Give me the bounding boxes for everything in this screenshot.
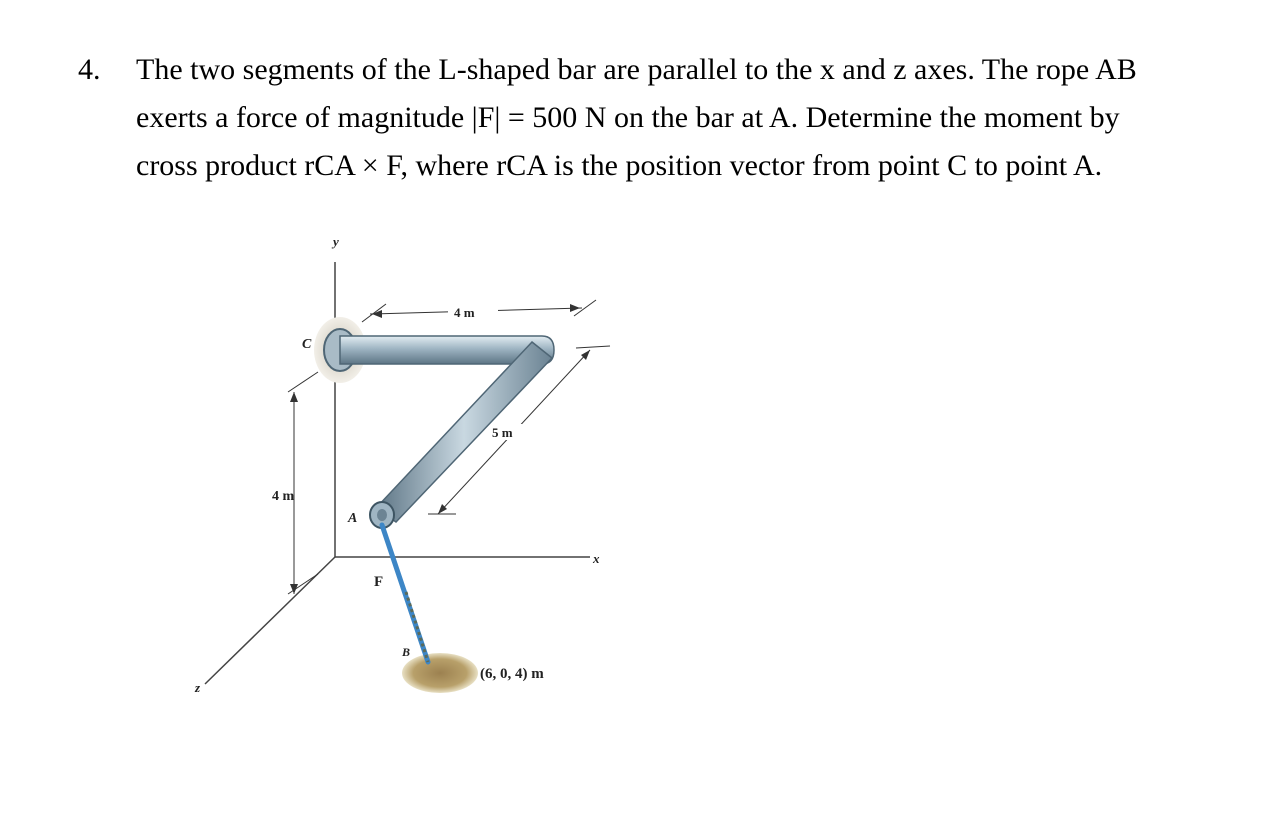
point-b-label: B [402, 645, 411, 659]
top-length-label: 4 m [454, 305, 475, 320]
point-c-label: C [302, 337, 312, 352]
problem-number: 4. [78, 53, 101, 86]
y-axis-label: y [333, 234, 339, 249]
problem-line-3: cross product rCA × F, where rCA is the position vector from point C to point A. [136, 149, 1103, 182]
problem-text [136, 46, 1256, 190]
figure-drawing [190, 232, 620, 702]
bar-segment-z [376, 342, 552, 522]
height-dimension-label: 4 m [272, 489, 295, 504]
coordinate-axes [205, 262, 590, 684]
point-a-label: A [348, 511, 358, 526]
ground-patch [402, 653, 478, 693]
diagonal-length-label: 5 m [492, 425, 513, 440]
l-shaped-bar-figure [190, 232, 620, 702]
x-axis-label: x [593, 551, 600, 566]
height-dimension [288, 372, 318, 594]
z-axis-label: z [195, 680, 201, 695]
problem-line-2: exerts a force of magnitude |F| = 500 N on the bar at A. Determine the moment by [136, 101, 1120, 134]
rope-ab [382, 525, 428, 662]
problem-line-1: The two segments of the L-shaped bar are parallel to the x and z axes. The rope AB [136, 53, 1137, 86]
point-b-coordinates: (6, 0, 4) m [480, 666, 544, 682]
force-label: F [374, 574, 384, 590]
